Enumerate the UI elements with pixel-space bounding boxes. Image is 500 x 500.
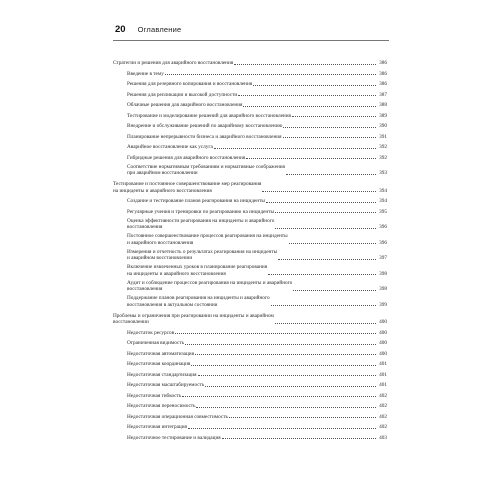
dot-leader: [205, 386, 376, 387]
toc-entry-title-line: Недостаточная переносимость: [127, 403, 196, 409]
toc-entry-title-line: Недостаточная координация: [127, 361, 191, 367]
toc-entry-title-line: Соответствие нормативным требованиям и нормативные соображения: [127, 163, 285, 170]
toc-page-number: 398: [379, 286, 387, 292]
toc-entry-title-line: Гибридные решения для аварийного восстановления: [127, 154, 246, 161]
toc-entry-title: [127, 414, 228, 421]
toc-entry-title: [127, 209, 274, 216]
toc-subsection-entry[interactable]: [113, 77, 387, 88]
toc-entry-title: [127, 81, 252, 88]
toc-page-number: 386: [379, 60, 387, 66]
toc-subsection-entry[interactable]: [113, 88, 387, 99]
toc-entry-title-line: Оценка эффективности реагирования на инциденты и аварийного: [127, 217, 275, 224]
toc-subsection-entry[interactable]: [113, 98, 387, 109]
dot-leader: [275, 212, 376, 213]
toc-entry-title-line: восстановлении: [113, 319, 149, 325]
toc-entry-title-line: Решения для репликации и высокой доступности: [127, 91, 238, 98]
toc-subsection-entry[interactable]: [113, 231, 387, 247]
toc-entry-title-line: Измерения и отчетность о результатах реагирования на инциденты: [127, 248, 278, 255]
toc-page-number: 402: [379, 413, 387, 420]
toc-subsection-entry[interactable]: [113, 109, 387, 120]
toc-entry-title-line: Недостаточное тестирование и валидация: [127, 434, 221, 441]
toc-entry-title-line: Аварийное восстановление как услуга: [127, 144, 213, 150]
dot-leader: [175, 333, 376, 334]
toc-entry-title-line: Тестирование и моделирование решений для аварийного восстановления: [127, 112, 291, 119]
toc-entry-title: [127, 102, 242, 109]
toc-page-number: 396: [379, 224, 387, 230]
toc-subsection-entry[interactable]: [113, 140, 387, 151]
dot-leader: [278, 259, 376, 260]
toc-entry-title-line: Введение в тему: [127, 70, 164, 77]
dot-leader: [243, 106, 376, 107]
toc-entry-title-line: на инциденты и аварийного восстановления: [127, 270, 226, 277]
toc-section-entry[interactable]: [113, 179, 387, 195]
toc-subsection-entry[interactable]: [113, 420, 387, 431]
toc-page-number: 386: [379, 81, 387, 87]
toc-entry-title-line: на инциденты и аварийного восстановления: [113, 187, 212, 194]
toc-subsection-entry[interactable]: [113, 130, 387, 141]
toc-entry-title: [127, 123, 282, 130]
toc-entry-title: [127, 435, 221, 442]
dot-leader: [268, 274, 376, 275]
toc-page-number: 402: [379, 403, 387, 409]
dot-leader: [196, 407, 376, 408]
toc-page-number: 394: [379, 187, 387, 194]
toc-entry-title-line: Тестирование и постоянное совершенствование мер реагирования: [113, 181, 262, 187]
dot-leader: [222, 438, 376, 439]
toc-entry-title: [127, 340, 184, 347]
toc-entry-title-line: и аварийного восстановления: [127, 239, 194, 246]
toc-subsection-entry[interactable]: [113, 326, 387, 337]
toc-section-entry[interactable]: [113, 310, 387, 326]
toc-entry-title: [113, 181, 261, 194]
toc-entry-title-line: и аварийном восстановлении: [127, 255, 193, 261]
dot-leader: [185, 344, 376, 345]
dot-leader: [293, 290, 376, 291]
dot-leader: [253, 85, 376, 86]
toc-entry-title: [127, 264, 267, 277]
toc-entry-title-line: Недостаточная гибкость: [127, 392, 182, 399]
toc-page-number: 386: [379, 70, 387, 77]
dot-leader: [238, 95, 376, 96]
toc-entry-title-line: Недостаточная масштабируемость: [127, 382, 205, 388]
toc-entry-title: [127, 295, 270, 308]
toc-entry-title: [127, 361, 190, 368]
toc-page-number: 399: [379, 301, 387, 308]
toc-entry-title-line: Включение извлеченных уроков в планирование реагирования: [127, 264, 268, 270]
dot-leader: [182, 396, 376, 397]
toc-subsection-entry[interactable]: [113, 215, 387, 231]
toc-subsection-entry[interactable]: [113, 399, 387, 410]
dot-leader: [234, 64, 376, 65]
dot-leader: [165, 74, 376, 75]
toc-subsection-entry[interactable]: [113, 67, 387, 78]
toc-page-number: 387: [379, 91, 387, 98]
toc-subsection-entry[interactable]: [113, 161, 387, 177]
toc-page-number: 392: [379, 154, 387, 161]
toc-subsection-entry[interactable]: [113, 378, 387, 389]
toc-entry-title: [127, 71, 164, 78]
dot-leader: [289, 243, 376, 244]
toc-page-number: 396: [379, 239, 387, 246]
dot-leader: [275, 323, 376, 324]
dot-leader: [286, 174, 376, 175]
dot-leader: [283, 127, 376, 128]
toc-entry-title-line: восстановления: [127, 224, 163, 230]
toc-entry-title: [127, 280, 292, 293]
toc-page-number: 401: [379, 371, 387, 378]
toc-page-number: 390: [379, 123, 387, 129]
toc-entry-title-line: Недостаточная автоматизация: [127, 350, 195, 357]
toc-subsection-entry[interactable]: [113, 293, 387, 309]
toc-page-number: 392: [379, 144, 387, 150]
toc-page-number: 402: [379, 392, 387, 399]
toc-entry-title: [127, 144, 213, 151]
toc-entry-title-line: Внедрение и обслуживание решений по аварийному восстановлению: [127, 123, 283, 129]
toc-page-number: 400: [379, 319, 387, 325]
toc-subsection-entry[interactable]: [113, 277, 387, 293]
toc-subsection-entry[interactable]: [113, 119, 387, 130]
toc-subsection-entry[interactable]: [113, 347, 387, 358]
toc-page-number: 402: [379, 424, 387, 430]
toc-subsection-entry[interactable]: [113, 262, 387, 278]
toc-subsection-entry[interactable]: [113, 194, 387, 205]
toc-entry-title-line: Стратегии и решения для аварийного восстановления: [113, 60, 234, 66]
toc-entry-title-line: Поддержание планов реагирования на инциденты и аварийного: [127, 295, 270, 301]
toc-subsection-entry[interactable]: [113, 336, 387, 347]
toc-page-number: 403: [379, 434, 387, 441]
toc-subsection-entry[interactable]: [113, 410, 387, 421]
toc-entry-title-line: Недостаточная операционная совместимость: [127, 413, 228, 420]
toc-entry-title-line: при аварийном восстановлении: [127, 170, 198, 176]
toc-page-number: 400: [379, 350, 387, 357]
toc-entry-title: [127, 403, 195, 410]
dot-leader: [195, 354, 376, 355]
toc-entry-title: [127, 92, 237, 99]
toc-subsection-entry[interactable]: [113, 357, 387, 368]
toc-subsection-entry[interactable]: [113, 151, 387, 162]
toc-entry-title-line: Аудит и соблюдение процессов реагирования на инциденты и аварийного: [127, 279, 293, 286]
toc-entry-title-line: Решения для резервного копирования и восстановления: [127, 81, 253, 87]
header-divider: [113, 40, 389, 41]
toc-page-number: 400: [379, 329, 387, 336]
toc-subsection-entry[interactable]: [113, 368, 387, 379]
toc-entry-title: [127, 249, 277, 262]
toc-entry-title: [127, 382, 204, 389]
toc-page-number: 388: [379, 102, 387, 108]
toc-entry-title-line: Недостаток ресурсов: [127, 329, 175, 336]
toc-subsection-entry[interactable]: [113, 246, 387, 262]
toc-page-number: 394: [379, 198, 387, 204]
toc-entry-title-line: Проблемы и ограничения при реагировании на инциденты и аварийном: [113, 312, 274, 319]
dot-leader: [262, 191, 376, 192]
toc-entry-title: [127, 218, 274, 231]
dot-leader: [283, 137, 376, 138]
toc-entry-title: [113, 313, 274, 326]
dot-leader: [275, 228, 376, 229]
toc-entry-title-line: восстановления: [127, 286, 163, 292]
toc-page-number: 391: [379, 133, 387, 140]
page-header: [115, 24, 387, 38]
toc-entry-title: [127, 372, 197, 379]
toc-entry-title: [113, 60, 233, 67]
dot-leader: [271, 305, 376, 306]
toc-page-number: 401: [379, 361, 387, 367]
toc-entry-title: [127, 113, 291, 120]
toc-page-number: 397: [379, 255, 387, 261]
toc-entry-title: [127, 198, 265, 205]
dot-leader: [292, 116, 376, 117]
dot-leader: [191, 365, 376, 366]
toc-entry-title-line: Недостаточная стандартизация: [127, 371, 197, 378]
table-of-contents: [113, 56, 387, 441]
dot-leader: [229, 417, 376, 418]
toc-entry-title: [127, 393, 181, 400]
toc-entry-title-line: Создание и тестирование планов реагирования на инциденты: [127, 198, 265, 204]
toc-entry-title-line: Планирование непрерывности бизнеса и аварийного восстановления: [127, 133, 282, 140]
toc-page-number: 400: [379, 340, 387, 346]
page-number: 20: [115, 24, 126, 35]
toc-entry-title: [127, 330, 174, 337]
toc-entry-title-line: Регулярные учения и тренировки по реагированию на инциденты: [127, 208, 274, 215]
toc-page-number: 393: [379, 170, 387, 176]
toc-page-number: 389: [379, 112, 387, 119]
toc-entry-title-line: Облачные решения для аварийного восстановления: [127, 102, 243, 108]
toc-subsection-entry[interactable]: [113, 389, 387, 400]
toc-page-number: 398: [379, 270, 387, 277]
dot-leader: [214, 148, 376, 149]
toc-page-number: 401: [379, 382, 387, 388]
toc-entry-title: [127, 424, 187, 431]
toc-page-number: 395: [379, 208, 387, 215]
toc-entry-title: [127, 351, 194, 358]
toc-section-entry[interactable]: [113, 56, 387, 67]
toc-entry-title: [127, 164, 285, 177]
toc-entry-title-line: восстановления в актуальном состоянии: [127, 301, 218, 308]
toc-subsection-entry[interactable]: [113, 431, 387, 442]
toc-entry-title: [127, 233, 288, 246]
dot-leader: [198, 375, 376, 376]
toc-entry-title: [127, 155, 245, 162]
chapter-title: Оглавление: [137, 25, 182, 34]
dot-leader: [188, 428, 376, 429]
toc-entry-title: [127, 134, 282, 141]
toc-entry-title-line: Недостаточная интеграция: [127, 424, 187, 430]
dot-leader: [246, 158, 376, 159]
toc-entry-title-line: Ограниченная видимость: [127, 340, 185, 346]
toc-subsection-entry[interactable]: [113, 205, 387, 216]
toc-entry-title-line: Постоянное совершенствование процессов реагирования на инциденты: [127, 233, 288, 239]
dot-leader: [266, 202, 376, 203]
